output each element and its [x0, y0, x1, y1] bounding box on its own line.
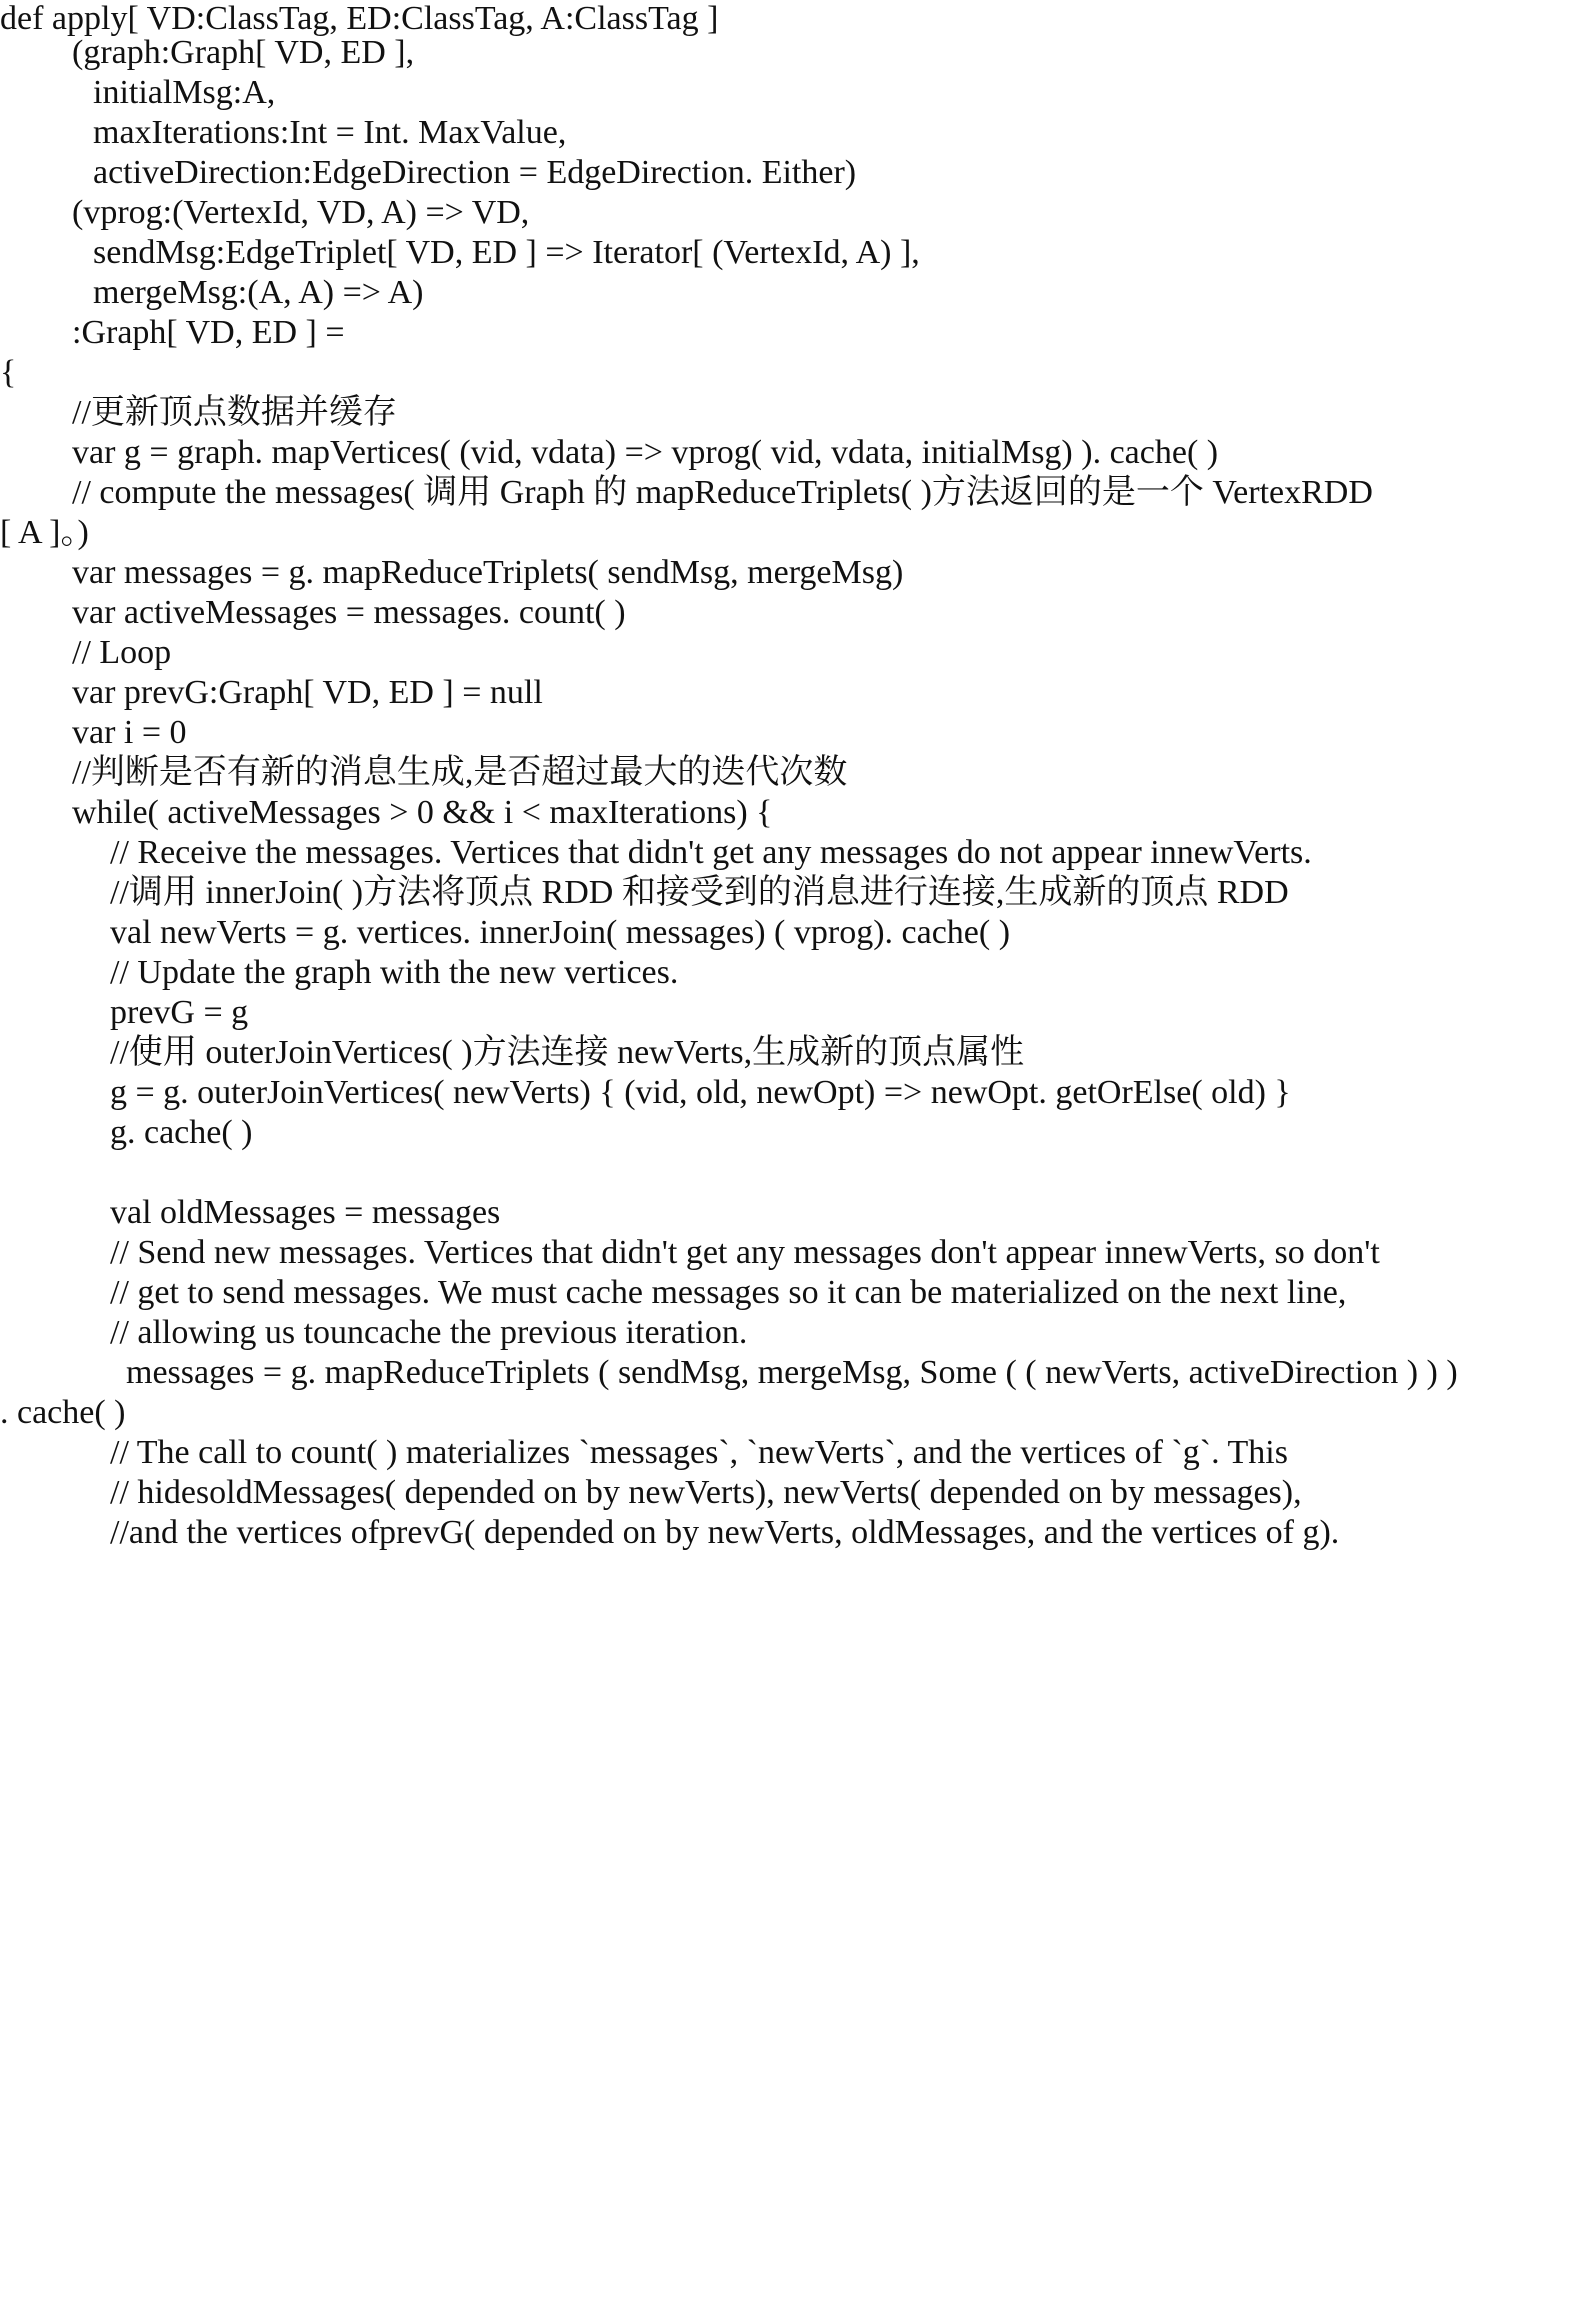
code-line: sendMsg:EdgeTriplet[ VD, ED ] => Iterator[ (VertexId, A) ],: [93, 234, 920, 271]
code-line: initialMsg:A,: [93, 74, 276, 111]
code-line: //调用 innerJoin( )方法将顶点 RDD 和接受到的消息进行连接,生成新的顶点 RDD: [110, 874, 1289, 911]
code-line: var activeMessages = messages. count( ): [72, 594, 626, 631]
code-line: var g = graph. mapVertices( (vid, vdata) => vprog( vid, vdata, initialMsg) ). cache( ): [72, 434, 1219, 471]
code-line: [ A ]。): [0, 514, 89, 551]
code-line: var messages = g. mapReduceTriplets( sendMsg, mergeMsg): [72, 554, 904, 591]
code-line: // Send new messages. Vertices that didn't get any messages don't appear innewVerts, so don't: [110, 1234, 1380, 1271]
code-line: while( activeMessages > 0 && i < maxIterations) {: [72, 794, 773, 831]
code-line: var i = 0: [72, 714, 187, 751]
code-line: //and the vertices ofprevG( depended on by newVerts, oldMessages, and the vertices of g).: [110, 1514, 1340, 1551]
code-line: // The call to count( ) materializes `messages`, `newVerts`, and the vertices of `g`. This: [110, 1434, 1288, 1471]
code-line: g. cache( ): [110, 1114, 253, 1151]
code-line: // Loop: [72, 634, 172, 671]
code-line: def apply[ VD:ClassTag, ED:ClassTag, A:ClassTag ]: [0, 0, 719, 37]
code-line: //使用 outerJoinVertices( )方法连接 newVerts,生成新的顶点属性: [110, 1034, 1025, 1071]
code-line: // get to send messages. We must cache messages so it can be materialized on the next line,: [110, 1274, 1347, 1311]
code-line: //更新顶点数据并缓存: [72, 394, 397, 431]
code-line: (vprog:(VertexId, VD, A) => VD,: [72, 194, 530, 231]
code-line: mergeMsg:(A, A) => A): [93, 274, 424, 311]
code-line: . cache( ): [0, 1394, 126, 1431]
code-line: var prevG:Graph[ VD, ED ] = null: [72, 674, 543, 711]
code-line: // Receive the messages. Vertices that didn't get any messages do not appear innewVerts.: [110, 834, 1312, 871]
code-line: val oldMessages = messages: [110, 1194, 501, 1231]
code-line: maxIterations:Int = Int. MaxValue,: [93, 114, 567, 151]
code-line: :Graph[ VD, ED ] =: [72, 314, 345, 351]
code-line: (graph:Graph[ VD, ED ],: [72, 34, 415, 71]
code-line: // Update the graph with the new vertices.: [110, 954, 679, 991]
code-line: {: [0, 354, 17, 391]
code-line: // hidesoldMessages( depended on by newVerts), newVerts( depended on by messages),: [110, 1474, 1302, 1511]
code-line: prevG = g: [110, 994, 249, 1031]
code-line: g = g. outerJoinVertices( newVerts) { (vid, old, newOpt) => newOpt. getOrElse( old) }: [110, 1074, 1291, 1111]
code-line: activeDirection:EdgeDirection = EdgeDirection. Either): [93, 154, 857, 191]
code-line: messages = g. mapReduceTriplets ( sendMsg, mergeMsg, Some ( ( newVerts, activeDirection ) ) ): [126, 1354, 1458, 1391]
code-line: //判断是否有新的消息生成,是否超过最大的迭代次数: [72, 754, 848, 791]
code-line: // compute the messages( 调用 Graph 的 mapReduceTriplets( )方法返回的是一个 VertexRDD: [72, 474, 1373, 511]
code-line: // allowing us touncache the previous iteration.: [110, 1314, 748, 1351]
code-line: val newVerts = g. vertices. innerJoin( messages) ( vprog). cache( ): [110, 914, 1011, 951]
